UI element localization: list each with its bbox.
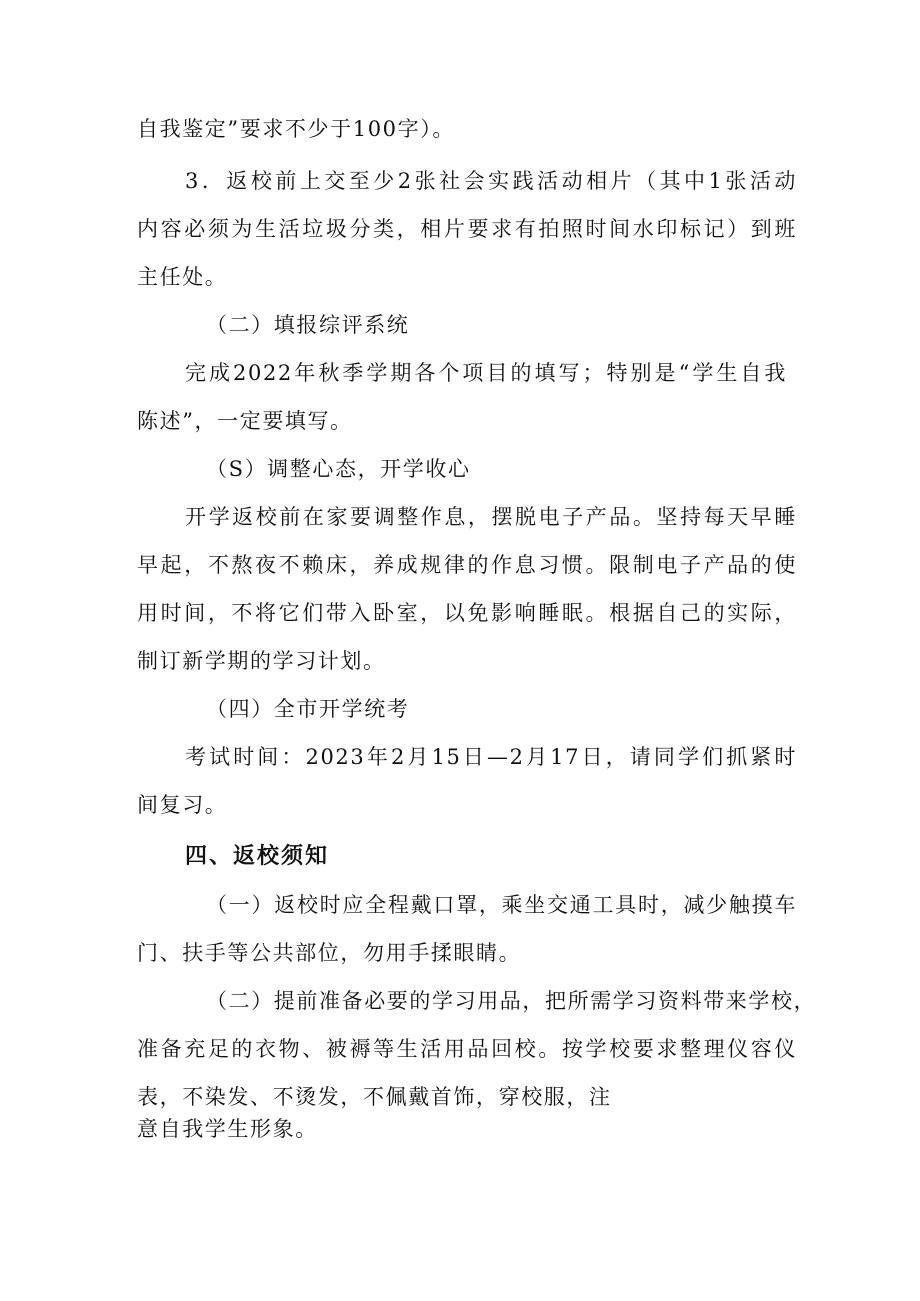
text-line: 早起，不熬夜不赖床，养成规律的作息习惯。限制电子产品的使 xyxy=(137,553,797,577)
numbered-item-3: 3．返校前上交至少2张社会实践活动相片（其中1张活动 xyxy=(185,169,797,193)
text-line: 自我鉴定”要求不少于100字）。 xyxy=(137,117,455,141)
text-line: 准备充足的衣物、被褥等生活用品回校。按学校要求整理仪容仪 xyxy=(137,1037,797,1061)
text-line: 意自我学生形象。 xyxy=(137,1117,318,1141)
text-line: 间复习。 xyxy=(137,793,228,817)
subsection-heading: （S）调整心态，开学收心 xyxy=(206,457,471,481)
subsection-heading: （四）全市开学统考 xyxy=(206,697,410,721)
text-line: 表，不染发、不烫发，不佩戴首饰，穿校服，注 xyxy=(137,1085,612,1109)
text-line: 用时间，不将它们带入卧室，以免影响睡眠。根据自己的实际， xyxy=(137,601,797,625)
text-line: 考试时间：2023年2月15日—2月17日，请同学们抓紧时 xyxy=(185,745,797,769)
subsection-heading: （二）填报综评系统 xyxy=(206,313,410,337)
text-line: 开学返校前在家要调整作息，摆脱电子产品。坚持每天早睡 xyxy=(185,505,797,529)
text-line: 陈述”，一定要填写。 xyxy=(137,409,353,433)
section-heading: 四、返校须知 xyxy=(185,844,330,869)
text-line: （一）返校时应全程戴口罩，乘坐交通工具时，减少触摸车 xyxy=(206,893,797,917)
text-line: 主任处。 xyxy=(137,265,228,289)
text-line: 门、扶手等公共部位，勿用手揉眼睛。 xyxy=(137,941,522,965)
text-line: （二）提前准备必要的学习用品，把所需学习资料带来学校， xyxy=(206,989,817,1013)
text-line: 完成2022年秋季学期各个项目的填写；特别是“学生自我 xyxy=(185,361,787,385)
text-line: 内容必须为生活垃圾分类，相片要求有拍照时间水印标记）到班 xyxy=(137,217,797,241)
text-line: 制订新学期的学习计划。 xyxy=(137,649,386,673)
